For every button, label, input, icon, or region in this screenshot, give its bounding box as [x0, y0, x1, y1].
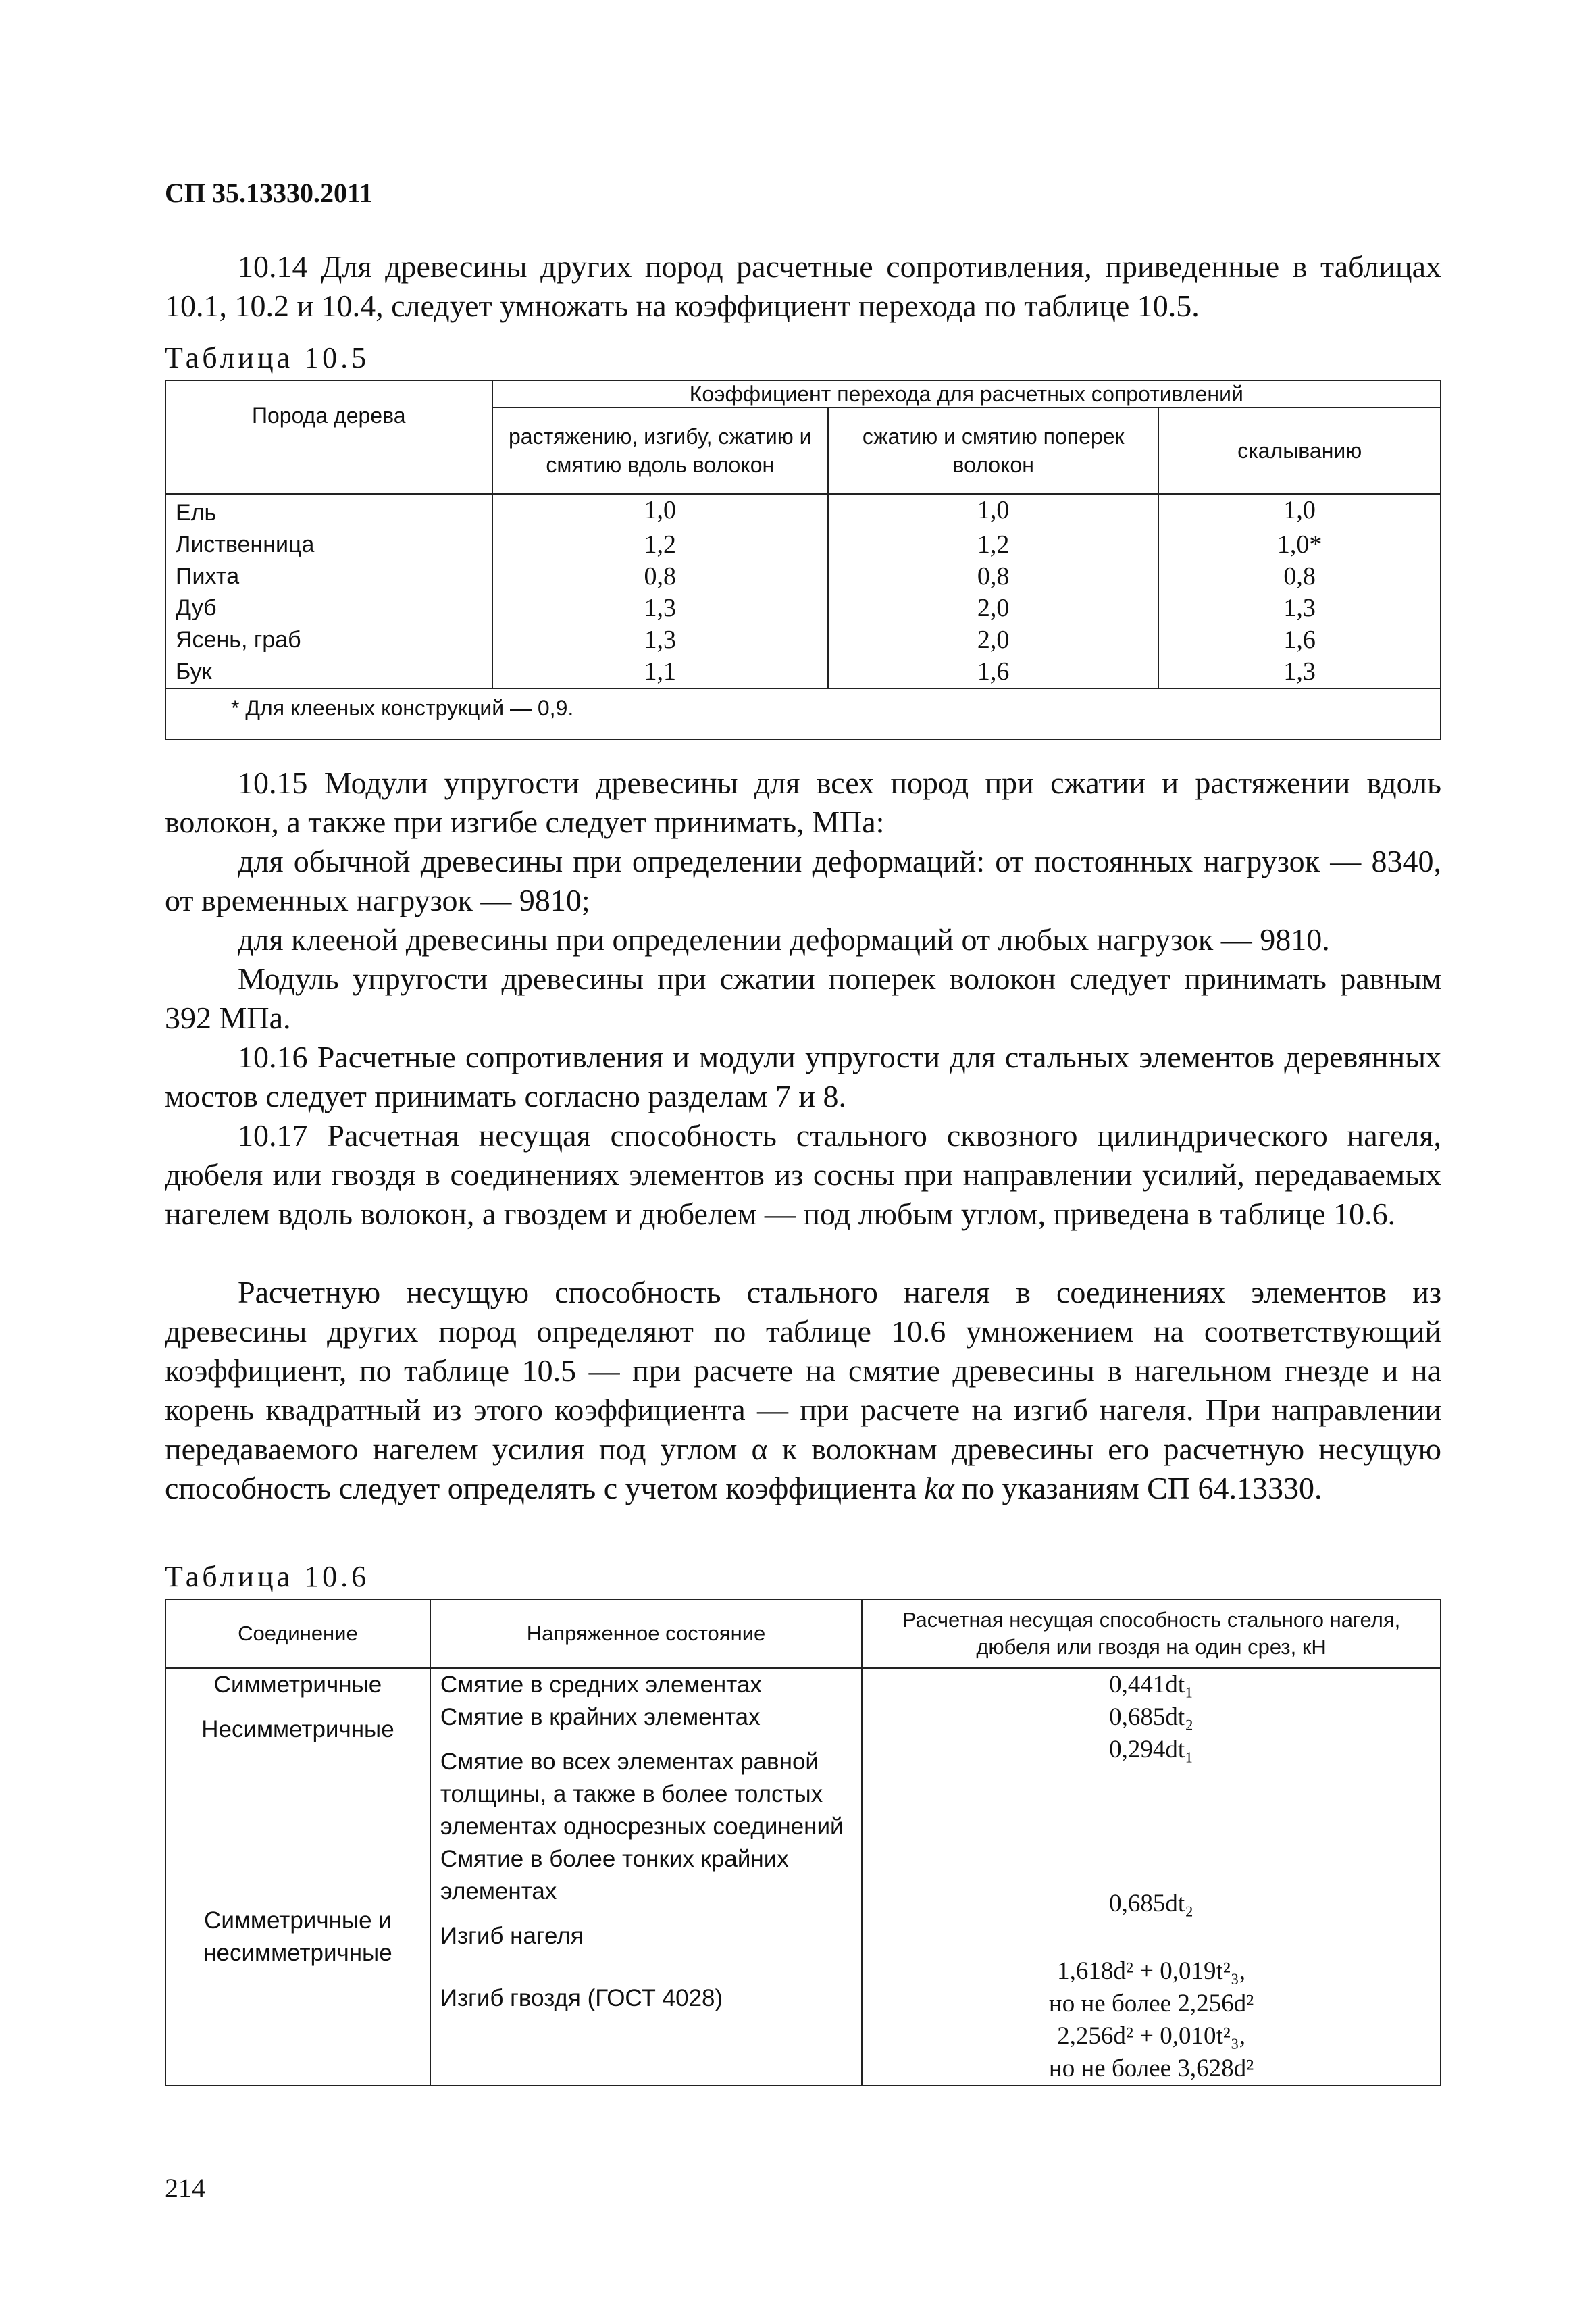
species-name: Лиственница [165, 529, 492, 561]
stress-state: Смятие в крайних элементах [440, 1704, 761, 1730]
paragraph-10-15-glued-wood: для клееной древесины при определении деформаций от любых нагрузок — 9810. [238, 922, 1330, 957]
value-cell: 1,3 [492, 593, 828, 624]
paragraph-10-16: 10.16 Расчетные сопротивления и модули упругости для стальных элементов деревянных мостов следует принимать согласно разделам 7 и 8. [165, 1040, 1441, 1113]
species-name: Ель [165, 494, 492, 529]
capacity-formula: 0,685dt₂ [1109, 1890, 1194, 1917]
value-cell: 1,1 [492, 656, 828, 688]
k-alpha-symbol: kα [924, 1471, 954, 1505]
header-stress-state: Напряженное состояние [430, 1599, 862, 1668]
connection-label: Несимметричные [201, 1716, 394, 1742]
connection-label: Симметричные [213, 1671, 382, 1698]
value-cell: 1,6 [828, 656, 1158, 688]
header-compression-across: сжатию и смятию поперек волокон [828, 407, 1158, 494]
value-cell: 1,3 [1158, 656, 1441, 688]
value-cell: 2,0 [828, 624, 1158, 656]
paragraph-10-15-modulus-across: Модуль упругости древесины при сжатии поперек волокон следует принимать равным 392 МПа. [165, 961, 1441, 1035]
value-cell: 0,8 [1158, 561, 1441, 593]
connection-symmetric [165, 1668, 430, 2086]
header-tension-bending: растяжению, изгибу, сжатию и смятию вдоль волокон [492, 407, 828, 494]
table-footnote: * Для клееных конструкций — 0,9. [165, 688, 1441, 740]
species-name: Дуб [165, 593, 492, 624]
table-10-5-caption: Таблица 10.5 [165, 341, 370, 374]
value-cell: 1,6 [1158, 624, 1441, 656]
capacity-formula: 0,685dt₂ [1109, 1703, 1194, 1731]
paragraph-text: Расчетную несущую способность стального нагеля в соединениях элементов из древесины других пород определяют по таблице 10.6 умножением на соответствующий коэффициент, по таблице 10.5 — при расчете на смятие древесины в нагельном гнезде и на корень квадратный из этого коэффициента — при расчете на изгиб нагеля. При направлении передаваемого нагелем усилия под углом α к волокнам древесины его расчетную несущую способность следует определять с учетом коэффициента [165, 1275, 1441, 1505]
capacity-formula: но не более 2,256d² [1048, 1990, 1254, 2017]
header-species: Порода дерева [165, 380, 492, 494]
table-10-6-caption: Таблица 10.6 [165, 1560, 370, 1593]
stress-state: Смятие в более тонких крайних элементах [440, 1846, 789, 1905]
capacity-formula: 0,441dt₁ [1109, 1671, 1194, 1699]
page-number: 214 [165, 2173, 205, 2203]
stress-state: Изгиб гвоздя (ГОСТ 4028) [440, 1985, 723, 2011]
value-cell: 2,0 [828, 593, 1158, 624]
header-shear: скалыванию [1158, 407, 1441, 494]
paragraph-10-15: 10.15 Модули упругости древесины для всех пород при сжатии и растяжении вдоль волокон, а также при изгибе следует принимать, МПа: [165, 765, 1441, 839]
stress-state: Смятие в средних элементах [440, 1671, 762, 1698]
header-bearing-capacity: Расчетная несущая способность стального нагеля, дюбеля или гвоздя на один срез, кН [862, 1599, 1441, 1668]
value-cell: 1,0* [1158, 529, 1441, 561]
species-name: Ясень, граб [165, 624, 492, 656]
paragraph-10-17: 10.17 Расчетная несущая способность стального сквозного цилиндрического нагеля, дюбеля или гвоздя в соединениях элементов из сосны при направлении усилий, передаваемых нагелем вдоль волокон, а гвоздем и дюбелем — под любым углом, приведена в таблице 10.6. [165, 1118, 1441, 1231]
paragraph-10-15-ordinary-wood: для обычной древесины при определении деформаций: от постоянных нагрузок — 8340, от временных нагрузок — 9810; [165, 844, 1441, 917]
capacity-formula: 0,294dt₁ [1109, 1736, 1194, 1763]
document-code-header: СП 35.13330.2011 [165, 178, 373, 208]
capacity-formula: но не более 3,628d² [1048, 2055, 1254, 2082]
paragraph-10-17-other-species [165, 1273, 1441, 1508]
stress-state: Изгиб нагеля [440, 1923, 584, 1949]
value-cell: 1,0 [1158, 494, 1441, 529]
paragraph-10-14: 10.14 Для древесины других пород расчетные сопротивления, приведенные в таблицах 10.1, 10.2 и 10.4, следует умножать на коэффициент перехода по таблице 10.5. [165, 249, 1441, 323]
value-cell: 1,0 [492, 494, 828, 529]
stress-state: Смятие во всех элементах равной толщины, а также в более толстых элементах односрезных соединений [440, 1749, 844, 1840]
table-10-5 [165, 380, 1441, 740]
capacity-formula: 2,256d² + 0,010t²₃, [1057, 2022, 1246, 2050]
value-cell: 0,8 [492, 561, 828, 593]
value-cell: 1,3 [1158, 593, 1441, 624]
stress-states [430, 1668, 862, 2086]
capacity-values [862, 1668, 1441, 2086]
value-cell: 1,2 [828, 529, 1158, 561]
value-cell: 1,3 [492, 624, 828, 656]
header-conversion-coefficient: Коэффициент перехода для расчетных сопротивлений [492, 380, 1441, 407]
value-cell: 0,8 [828, 561, 1158, 593]
value-cell: 1,0 [828, 494, 1158, 529]
header-connection: Соединение [165, 1599, 430, 1668]
paragraph-text-end: по указаниям СП 64.13330. [962, 1471, 1322, 1505]
species-name: Пихта [165, 561, 492, 593]
capacity-formula: 1,618d² + 0,019t²₃, [1057, 1957, 1246, 1985]
value-cell: 1,2 [492, 529, 828, 561]
connection-label: Симметричные и несимметричные [203, 1907, 392, 1966]
table-10-6 [165, 1599, 1441, 2086]
species-name: Бук [165, 656, 492, 688]
